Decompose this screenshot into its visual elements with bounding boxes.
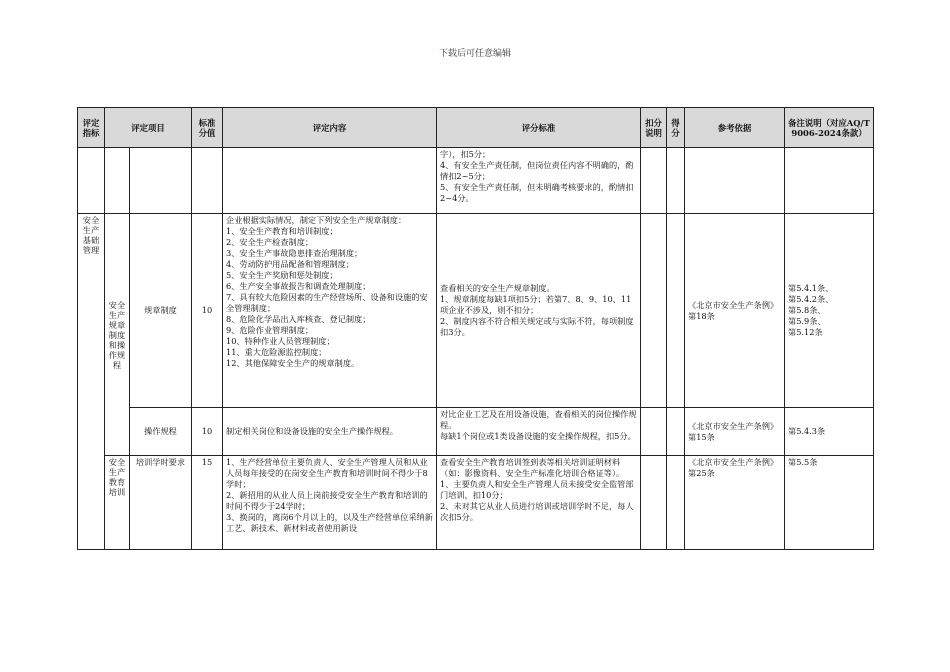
- header-item: 评定项目: [105, 108, 192, 148]
- page-header: 下载后可任意编辑: [438, 49, 511, 59]
- cell-criteria: 字），扣5分； 4、有安全生产责任制，但岗位责任内容不明确的，酌情扣2~5分； 5、有安全生产责任制，但未明确考核要求的，酌情扣2~4分。: [437, 148, 641, 214]
- cell-group: 安全生产教育培训: [105, 456, 130, 550]
- cell-remarks: 第5.4.3条: [785, 408, 874, 456]
- header-indicator: 评定指标: [78, 108, 105, 148]
- header-content: 评定内容: [223, 108, 437, 148]
- header-score: 标准分值: [192, 108, 223, 148]
- table-row-continued: [78, 148, 874, 214]
- cell-criteria: 查看相关的安全生产规章制度。 1、规章制度每缺1项扣5分；若第7、8、9、10、11项企业不涉及，则不扣分； 2、制度内容不符合相关规定或与实际不符，每项制度扣3分。: [437, 214, 641, 408]
- evaluation-table: [77, 107, 874, 550]
- cell-score: 10: [192, 214, 223, 408]
- cell-score: 15: [192, 456, 223, 550]
- table-header-row: [78, 108, 874, 148]
- cell-content: 企业根据实际情况，制定下列安全生产规章制度： 1、安全生产教育和培训制度； 2、安全生产检查制度； 3、安全生产事故隐患排查治理制度； 4、劳动防护用品配备和管理制度； 5、安全生产奖励和惩处制度； 6、生产安全事故报告和调查处理制度； 7、具有较大危险因素的生产经营场所、设备和设施的安全管理制度； 8、危险化学品出入库核查、登记制度； 9、危险作业管理制度； 10、特种作业人员管理制度； 11、重大危险源监控制度； 12、其他保障安全生产的规章制度。: [223, 214, 437, 408]
- cell-basis: 《北京市安全生产条例》第25条: [685, 456, 785, 550]
- header-got: 得分: [667, 108, 685, 148]
- cell-remarks: 第5.4.1条、 第5.4.2条、 第5.8条、 第5.9条、 第5.12条: [785, 214, 874, 408]
- header-criteria: 评分标准: [437, 108, 641, 148]
- cell-score: 10: [192, 408, 223, 456]
- cell-item: 规章制度: [130, 214, 192, 408]
- table-row: [78, 408, 874, 456]
- cell-criteria: 对比企业工艺及在用设备设施，查看相关的岗位操作规程。 每缺1个岗位或1类设备设施的安全操作规程，扣5分。: [437, 408, 641, 456]
- cell-item: 培训学时要求: [130, 456, 192, 550]
- cell-remarks: 第5.5条: [785, 456, 874, 550]
- header-remarks: 备注说明（对应AQ/T 9006-2024条款）: [785, 108, 874, 148]
- cell-basis: 《北京市安全生产条例》第18条: [685, 214, 785, 408]
- header-deduct: 扣分说明: [641, 108, 667, 148]
- cell-content: 1、生产经营单位主要负责人、安全生产管理人员和从业人员每年接受的在岗安全生产教育和培训时间不得少于8学时； 2、新招用的从业人员上岗前接受安全生产教育和培训的时间不得少于24学时； 3、换岗的，离岗6个月以上的，以及生产经营单位采纳新工艺、新技术、新材料或者使用新设: [223, 456, 437, 550]
- cell-content: 制定相关岗位和设备设施的安全生产操作规程。: [223, 408, 437, 456]
- cell-indicator: 安全生产基础管理: [78, 214, 105, 550]
- table-row: [78, 456, 874, 550]
- cell-basis: 《北京市安全生产条例》第15条: [685, 408, 785, 456]
- cell-criteria: 查看安全生产教育培训签到表等相关培训证明材料（如：影像资料、安全生产标准化培训合格证等）。 1、主要负责人和安全生产管理人员未接受安全监管部门培训，扣10分； 2、未对其它从业人员进行培训或培训学时不足，每人次扣5分。: [437, 456, 641, 550]
- header-basis: 参考依据: [685, 108, 785, 148]
- table-row: [78, 214, 874, 408]
- cell-item: 操作规程: [130, 408, 192, 456]
- cell-group: 安全生产规章制度和操作规程: [105, 214, 130, 456]
